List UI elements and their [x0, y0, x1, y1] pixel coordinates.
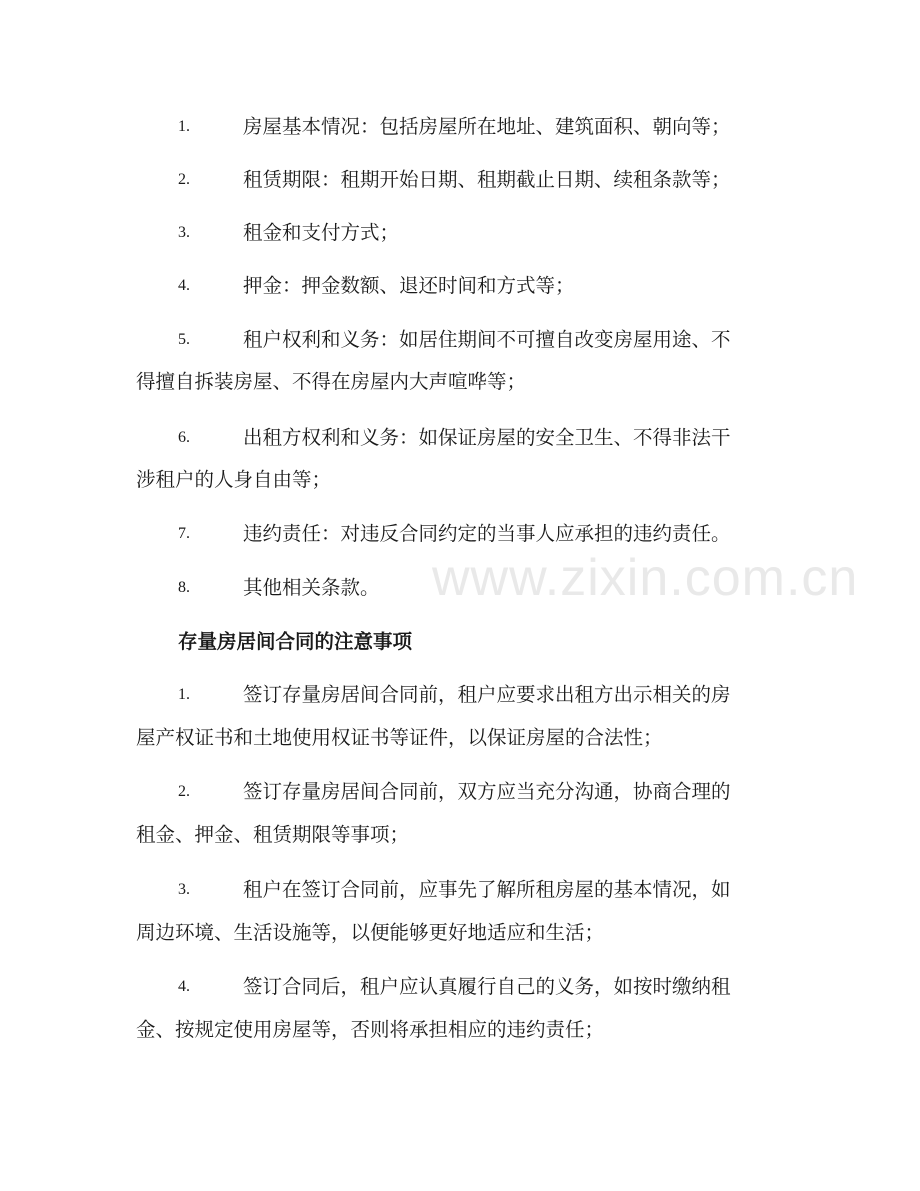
list-text-continued: 得擅自拆装房屋、不得在房屋内大声喧哗等； — [136, 370, 527, 393]
list-text: 签订合同后，租户应认真履行自己的义务，如按时缴纳租 — [243, 975, 731, 998]
list-number: 1. — [178, 118, 190, 135]
list-number: 7. — [178, 525, 190, 542]
list-text-continued: 金、按规定使用房屋等，否则将承担相应的违约责任； — [136, 1018, 605, 1041]
list-text-continued: 租金、押金、租赁期限等事项； — [136, 823, 410, 846]
list-number: 5. — [178, 331, 190, 348]
list-text-continued: 涉租户的人身自由等； — [136, 468, 332, 491]
list-number: 1. — [178, 686, 190, 703]
list-text: 租户在签订合同前，应事先了解所租房屋的基本情况，如 — [243, 878, 731, 901]
list-text: 签订存量房居间合同前，双方应当充分沟通，协商合理的 — [243, 780, 731, 803]
list-text-continued: 周边环境、生活设施等，以便能够更好地适应和生活； — [136, 921, 605, 944]
list-text: 租金和支付方式； — [243, 221, 400, 244]
section-heading: 存量房居间合同的注意事项 — [178, 630, 413, 653]
list-number: 4. — [178, 277, 190, 294]
list-text: 租户权利和义务：如居住期间不可擅自改变房屋用途、不 — [243, 328, 731, 351]
list-number: 3. — [178, 881, 190, 898]
list-number: 8. — [178, 579, 190, 596]
list-text: 其他相关条款。 — [243, 576, 380, 599]
list-text: 出租方权利和义务：如保证房屋的安全卫生、不得非法干 — [243, 426, 731, 449]
list-number: 2. — [178, 783, 190, 800]
list-text: 违约责任：对违反合同约定的当事人应承担的违约责任。 — [243, 522, 731, 545]
list-number: 4. — [178, 978, 190, 995]
list-text-continued: 屋产权证书和土地使用权证书等证件，以保证房屋的合法性； — [136, 726, 663, 749]
list-text: 租赁期限：租期开始日期、租期截止日期、续租条款等； — [243, 168, 731, 191]
list-text: 押金：押金数额、退还时间和方式等； — [243, 274, 575, 297]
list-number: 3. — [178, 224, 190, 241]
list-text: 房屋基本情况：包括房屋所在地址、建筑面积、朝向等； — [243, 115, 731, 138]
list-number: 2. — [178, 171, 190, 188]
list-number: 6. — [178, 429, 190, 446]
list-text: 签订存量房居间合同前，租户应要求出租方出示相关的房 — [243, 683, 731, 706]
watermark: www.zixin.com.cn — [432, 549, 859, 607]
